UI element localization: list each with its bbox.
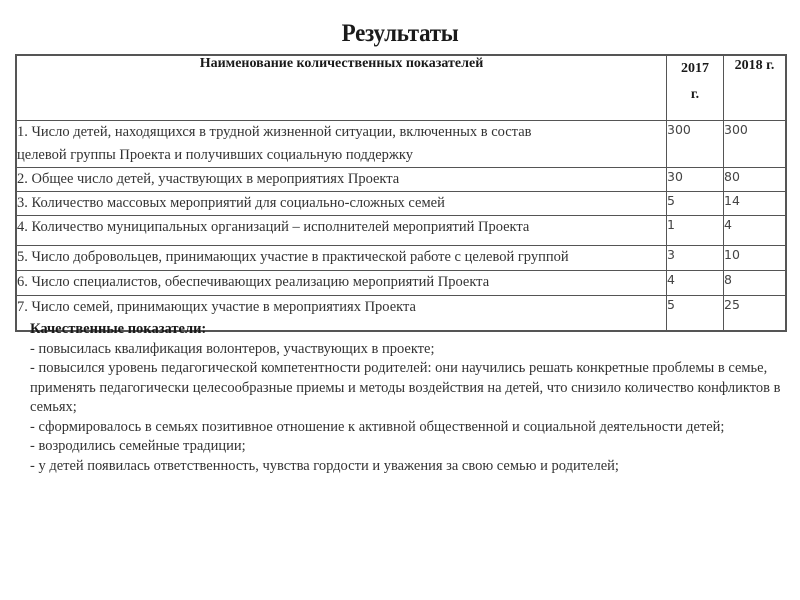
qualitative-item: - возродились семейные традиции; xyxy=(30,438,246,454)
value-2018: 14 xyxy=(724,192,787,216)
value-2018: 25 xyxy=(724,296,787,332)
column-header-2017-suffix: г. xyxy=(690,87,700,102)
indicator-name xyxy=(16,121,667,168)
table-header-row xyxy=(16,55,786,121)
column-header-2018: 2018 г. xyxy=(724,55,787,121)
indicator-name: 4. Количество муниципальных организаций – исполнителей мероприятий Проекта xyxy=(16,216,667,246)
table-row xyxy=(16,168,786,192)
qualitative-item: - повысилась квалификация волонтеров, участвующих в проекте; xyxy=(30,340,435,357)
table-row xyxy=(16,121,786,168)
qualitative-item: - сформировалось в семьях позитивное отношение к активной общественной и социальной деятельности детей; xyxy=(30,418,725,435)
value-2018: 10 xyxy=(724,246,787,271)
value-2017: 300 xyxy=(667,121,724,168)
value-2017: 5 xyxy=(667,296,724,332)
indicator-name: 2. Общее число детей, участвующих в мероприятиях Проекта xyxy=(16,168,667,192)
quantitative-indicators-table xyxy=(15,54,787,332)
value-2018: 300 xyxy=(724,121,787,168)
indicator-name: 6. Число специалистов, обеспечивающих реализацию мероприятий Проекта xyxy=(16,271,667,296)
column-header-2017 xyxy=(667,55,724,121)
indicator-name-line: 1. Число детей, находящихся в трудной жизненной ситуации, включенных в состав xyxy=(17,124,532,140)
value-2017: 4 xyxy=(667,271,724,296)
value-2018: 80 xyxy=(724,168,787,192)
indicator-name: 3. Количество массовых мероприятий для социально-сложных семей xyxy=(16,192,667,216)
value-2017: 3 xyxy=(667,246,724,271)
table-row xyxy=(16,271,786,296)
column-header-2017-year: 2017 xyxy=(681,61,709,76)
indicator-name-line: целевой группы Проекта и получивших социальную поддержку xyxy=(17,147,414,163)
page-title: Результаты xyxy=(341,20,459,47)
indicator-name: 5. Число добровольцев, принимающих участие в практической работе с целевой группой xyxy=(16,246,667,271)
qualitative-item: - повысился уровень педагогической компетентности родителей: они научились решать конкретные проблемы в семье, применять педагогически целесообразные приемы и методы воздействия на детей, что снизило количество конфликтов в семьях; xyxy=(30,360,781,415)
table-row xyxy=(16,192,786,216)
qualitative-indicators-section xyxy=(30,320,790,476)
table-row xyxy=(16,216,786,246)
value-2018: 4 xyxy=(724,216,787,246)
value-2018: 8 xyxy=(724,271,787,296)
value-2017: 30 xyxy=(667,168,724,192)
table-row xyxy=(16,246,786,271)
value-2017: 1 xyxy=(667,216,724,246)
value-2017: 5 xyxy=(667,192,724,216)
qualitative-indicators-heading: Качественные показатели: xyxy=(30,321,207,337)
indicator-name: 7. Число семей, принимающих участие в мероприятиях Проекта xyxy=(16,296,667,332)
column-header-indicator-name: Наименование количественных показателей xyxy=(16,55,667,121)
qualitative-item: - у детей появилась ответственность, чувства гордости и уважения за свою семью и родителей; xyxy=(30,457,619,474)
